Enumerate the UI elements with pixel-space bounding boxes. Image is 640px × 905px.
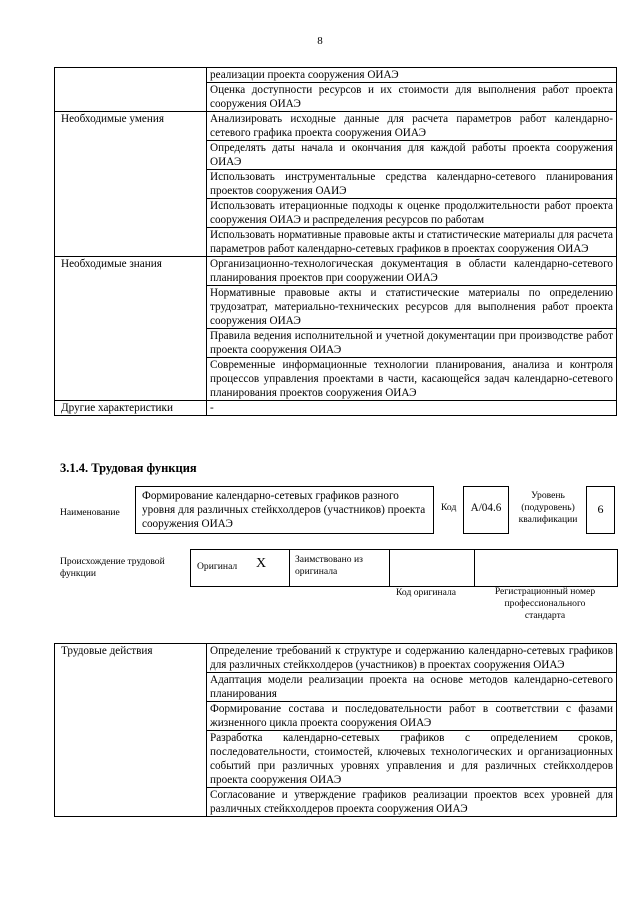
table-row <box>55 401 617 416</box>
code-original-label: Код оригинала <box>396 587 457 598</box>
table-row <box>55 644 617 673</box>
row-label <box>55 68 207 112</box>
table-cell: Нормативные правовые акты и статистические материалы по определению трудозатрат, материально-технических ресурсов для выполнения работ проекта сооружения ОИАЭ <box>207 286 617 329</box>
table-cell: Разработка календарно-сетевых графиков с определением сроков, последовательности, стоимостей, ключевых технологических и организационных событий при различных уровнях управления и для различных стейкхолдеров проекта сооружения ОИАЭ <box>207 731 617 788</box>
table-cell: Организационно-технологическая документация в области календарно-сетевого планирования проектов при сооружении ОИАЭ <box>207 257 617 286</box>
table-cell: Использовать нормативные правовые акты и статистические материалы для расчета параметров работ календарно-сетевых графиков в проектах сооружения ОИАЭ <box>207 228 617 257</box>
level-value: 6 <box>597 502 604 516</box>
table-cell: Использовать инструментальные средства календарно-сетевого планирования проектов сооружения ОАИЭ <box>207 170 617 199</box>
origin-label <box>60 556 165 580</box>
skills-knowledge-table <box>54 67 617 416</box>
labor-actions-table <box>54 643 617 817</box>
reg-number-label <box>480 586 610 622</box>
level-label <box>510 490 586 526</box>
level-box <box>586 486 615 534</box>
origin-label-line: функции <box>60 568 96 579</box>
table-cell: Определять даты начала и окончания для каждой работы проекта сооружения ОИАЭ <box>207 141 617 170</box>
name-label: Наименование <box>60 507 120 518</box>
table-cell: Согласование и утверждение графиков реализации проектов всех уровней для различных стейкхолдеров проекта сооружения ОИАЭ <box>207 788 617 817</box>
table-cell: - <box>207 401 617 416</box>
borrowed-label-line: оригинала <box>295 566 338 577</box>
borrowed-label-line: Заимствовано из <box>295 554 363 565</box>
table-cell: реализации проекта сооружения ОИАЭ <box>207 68 617 83</box>
code-value: A/04.6 <box>470 502 502 514</box>
name-value: Формирование календарно-сетевых графиков разного уровня для различных стейкхолдеров (участников) проекта сооружения ОИАЭ <box>142 490 426 530</box>
original-label: Оригинал <box>197 561 238 572</box>
page-number: 8 <box>317 35 323 47</box>
code-box <box>463 486 509 534</box>
borrowed-label <box>295 554 363 578</box>
level-label-line: Уровень <box>531 490 565 501</box>
table-cell: Анализировать исходные данные для расчета параметров работ календарно-сетевого графика проекта сооружения ОИАЭ <box>207 112 617 141</box>
reg-number-line: профессионального <box>504 598 586 609</box>
divider <box>474 549 475 587</box>
table-cell: Современные информационные технологии планирования, анализа и контроля процессов управления проектами в части, касающейся задач календарно-сетевого планирования проектов сооружения ОИАЭ <box>207 358 617 401</box>
table-row <box>55 112 617 141</box>
table-cell: Правила ведения исполнительной и учетной документации при производстве работ проекта сооружения ОИАЭ <box>207 329 617 358</box>
table-cell: Оценка доступности ресурсов и их стоимости для выполнения работ проекта сооружения ОИАЭ <box>207 83 617 112</box>
table-row <box>55 257 617 286</box>
reg-number-line: Регистрационный номер <box>494 586 596 597</box>
table-cell: Адаптация модели реализации проекта на основе методов календарно-сетевого планирования <box>207 673 617 702</box>
row-label-other: Другие характеристики <box>55 401 207 416</box>
divider <box>389 549 390 587</box>
section-title: 3.1.4. Трудовая функция <box>60 461 197 475</box>
table-cell: Формирование состава и последовательности работ в соответствии с фазами жизненного цикла проекта сооружения ОИАЭ <box>207 702 617 731</box>
name-box <box>135 486 434 534</box>
original-mark: X <box>256 556 267 571</box>
origin-box <box>190 549 618 587</box>
row-label-actions: Трудовые действия <box>55 644 207 817</box>
table-cell: Определение требований к структуре и содержанию календарно-сетевых графиков для различных стейкхолдеров (участников) в проектах сооружения ОИАЭ <box>207 644 617 673</box>
row-label-skills: Необходимые умения <box>55 112 207 257</box>
origin-label-line: Происхождение трудовой <box>60 556 165 567</box>
divider <box>289 549 290 587</box>
reg-number-line: стандарта <box>524 610 566 621</box>
table-cell: Использовать итерационные подходы к оценке продолжительности работ проекта сооружения ОИАЭ и распределения ресурсов по работам <box>207 199 617 228</box>
level-label-line: квалификации <box>518 514 578 525</box>
code-label: Код <box>441 502 457 513</box>
row-label-knowledge: Необходимые знания <box>55 257 207 401</box>
level-label-line: (подуровень) <box>521 502 575 513</box>
table-row <box>55 68 617 83</box>
